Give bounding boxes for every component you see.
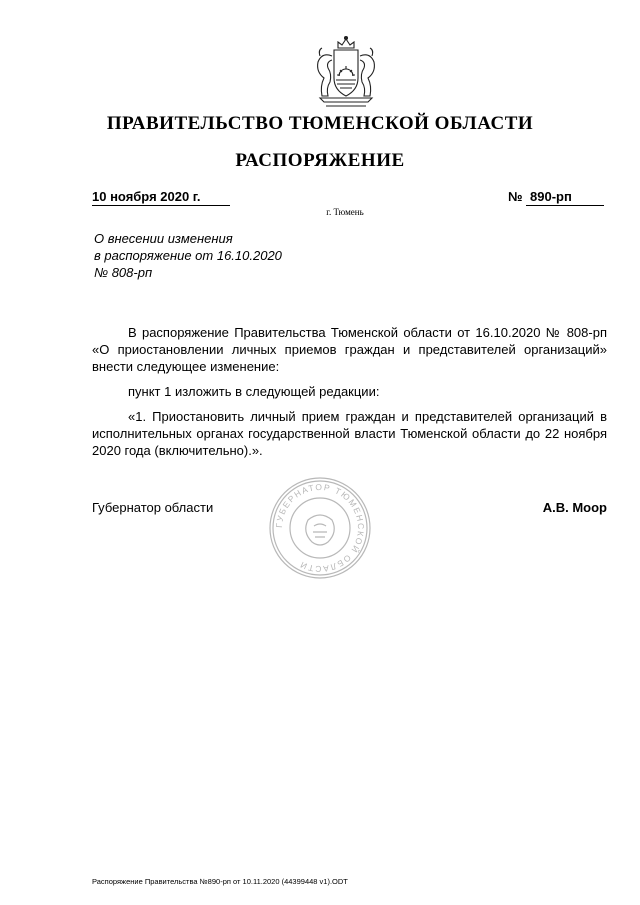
document-date: 10 ноября 2020 г. [92, 189, 230, 206]
body-paragraph: пункт 1 изложить в следующей редакции: [128, 384, 380, 399]
subject-line: О внесении изменения [94, 231, 233, 246]
city-label: г. Тюмень [326, 207, 364, 217]
seal-ring-text: ГУБЕРНАТОР ТЮМЕНСКОЙ ОБЛАСТИ [273, 481, 367, 575]
subject-line: № 808-рп [94, 265, 153, 280]
document-subject [94, 230, 282, 281]
signatory-name: А.В. Моор [542, 500, 607, 515]
coat-of-arms-icon [306, 34, 386, 110]
body-paragraph: В распоряжение Правительства Тюменской области от 16.10.2020 № 808-рп «О приостановлении личных приемов граждан и представителей организаций» внести следующее изменение: [92, 325, 607, 374]
document-footer: Распоряжение Правительства №890-рп от 10.11.2020 (44399448 v1).ODT [92, 877, 348, 886]
document-body [92, 324, 607, 459]
body-paragraph: «1. Приостановить личный прием граждан и представителей организаций в исполнительных органах государственной власти Тюменской области до 22 ноября 2020 года (включительно).». [92, 409, 607, 458]
signatory-position: Губернатор области [92, 500, 214, 515]
svg-text:ГУБЕРНАТОР ТЮМЕНСКОЙ ОБЛАСТИ [274, 482, 366, 574]
subject-line: в распоряжение от 16.10.2020 [94, 248, 282, 263]
document-number: 890-рп [526, 189, 604, 206]
number-sign: № [508, 189, 523, 204]
document-type-title: РАСПОРЯЖЕНИЕ [235, 150, 405, 171]
official-seal [268, 476, 372, 580]
government-title: ПРАВИТЕЛЬСТВО ТЮМЕНСКОЙ ОБЛАСТИ [106, 113, 534, 134]
